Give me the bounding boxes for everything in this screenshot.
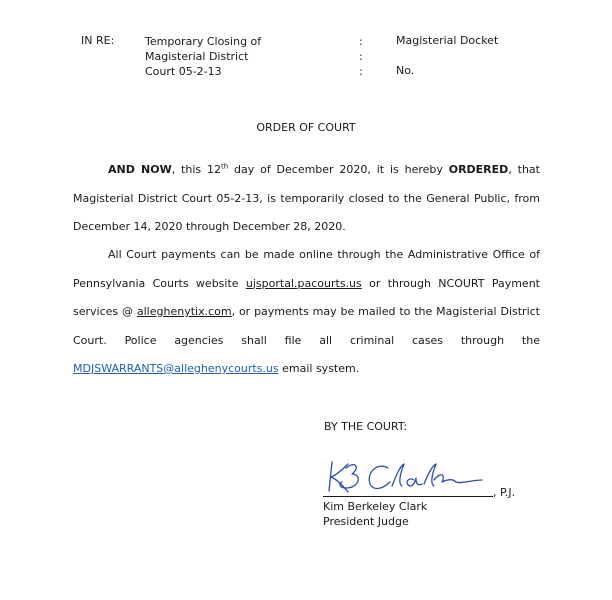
case-subject-line-1: Temporary Closing of — [145, 35, 262, 48]
and-now-lead: AND NOW — [108, 163, 172, 176]
order-paragraph-2 — [73, 241, 540, 384]
mdjswarrants-email-link[interactable]: MDJSWARRANTS@alleghenycourts.us — [73, 362, 279, 375]
caption-colon: : — [359, 65, 363, 78]
para1-text-1: , this 12 — [171, 163, 221, 176]
pj-suffix: , P.J. — [493, 486, 516, 499]
case-subject-line-2: Magisterial District — [145, 50, 249, 63]
judge-name: Kim Berkeley Clark — [323, 500, 428, 513]
case-subject-line-3: Court 05-2-13 — [145, 65, 222, 78]
docket-number: No. — [396, 64, 415, 77]
by-the-court-label: BY THE COURT: — [324, 420, 408, 433]
judge-title: President Judge — [323, 515, 409, 528]
para1-text-2: day of December 2020, it is hereby — [228, 163, 449, 176]
para2-text-1: All Court payments can be made online through the Administrative Office of Pennsylvania Courts website — [73, 248, 540, 290]
caption-colon: : — [359, 35, 363, 48]
handwritten-signature — [326, 458, 486, 496]
ordered-keyword: ORDERED — [448, 163, 509, 176]
ujsportal-link[interactable]: ujsportal.pacourts.us — [245, 276, 362, 290]
order-paragraph-1 — [73, 156, 540, 242]
alleghenytix-link[interactable]: alleghenytix.com — [136, 305, 232, 318]
para2-text-2: or through NCOURT Payment services @ — [73, 276, 540, 318]
docket-label: Magisterial Docket — [396, 34, 499, 47]
caption-colon: : — [359, 50, 363, 63]
para1-text-3: , that Magisterial District Court 05-2-13, is temporarily closed to the General Public, from December 14, 2020 through December 28, 2020. — [73, 163, 540, 233]
case-subject — [145, 34, 261, 79]
order-title: ORDER OF COURT — [256, 121, 356, 134]
in-re-label: IN RE: — [81, 34, 115, 47]
ordinal-suffix: th — [220, 162, 229, 171]
para2-text-3: , or payments may be mailed to the Magisterial District Court. Police agencies shall file all criminal cases through the — [73, 305, 540, 347]
signature-line — [323, 496, 493, 497]
caption-colons — [359, 34, 363, 79]
para2-text-4: email system. — [278, 362, 360, 375]
